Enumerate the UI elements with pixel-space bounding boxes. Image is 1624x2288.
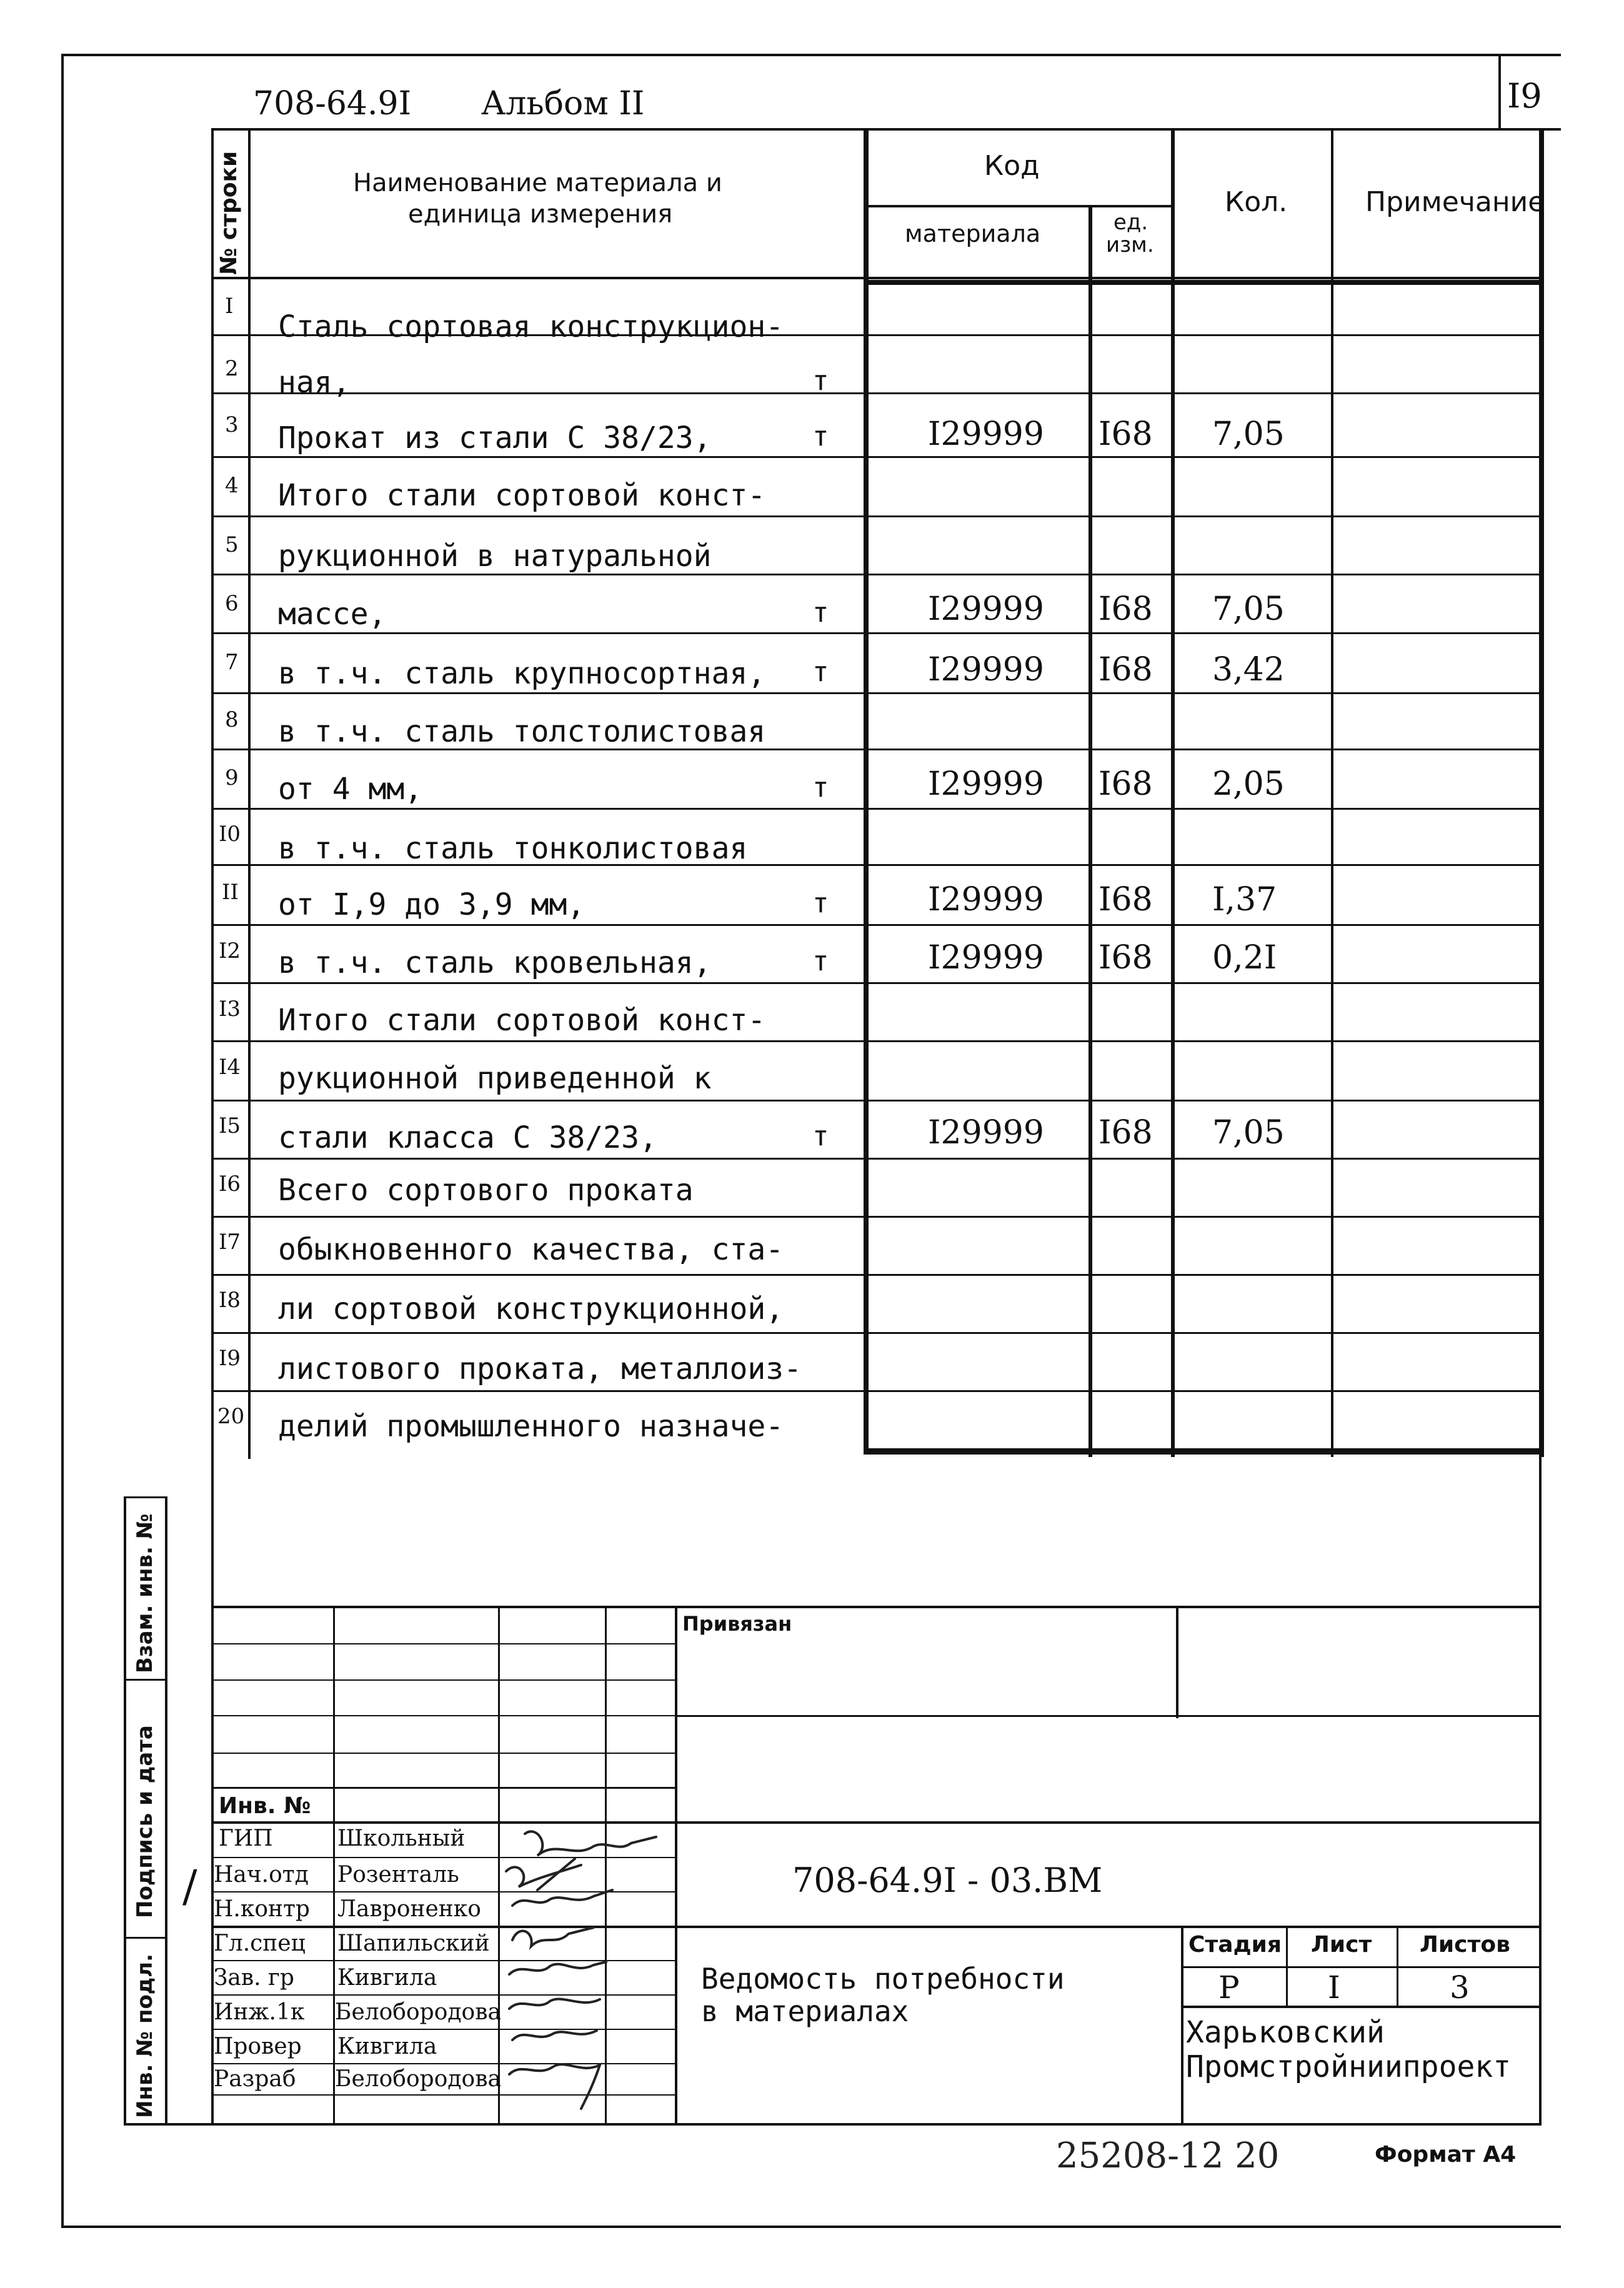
row-number: 2 bbox=[225, 356, 239, 381]
header-qty: Кол. bbox=[1225, 186, 1288, 218]
staff-role: Зав. гр bbox=[214, 1965, 294, 1991]
row-unit-code: I68 bbox=[1098, 651, 1153, 689]
row-material-name: обыкновенного качества, ста- bbox=[278, 1232, 784, 1267]
row-number: I4 bbox=[219, 1055, 241, 1080]
row-material-code: I29999 bbox=[928, 881, 1044, 918]
row-number: 6 bbox=[225, 591, 239, 616]
row-number: I7 bbox=[219, 1230, 241, 1255]
row-material-name: рукционной в натуральной bbox=[278, 539, 712, 574]
inv-no-label: Инв. № bbox=[219, 1793, 311, 1819]
stage-label: Стадия bbox=[1188, 1932, 1282, 1957]
row-material-name: в т.ч. сталь кровельная, bbox=[278, 945, 712, 980]
row-material-code: I29999 bbox=[928, 939, 1044, 977]
sheet-label: Лист bbox=[1311, 1932, 1372, 1957]
row-quantity: 2,05 bbox=[1212, 765, 1285, 803]
staff-role: ГИП bbox=[219, 1826, 273, 1851]
row-number: I3 bbox=[219, 997, 241, 1022]
row-material-name: Сталь сортовая конструкцион- bbox=[278, 309, 784, 344]
document-code: 708-64.9I bbox=[253, 85, 412, 122]
signature-zav-gr bbox=[509, 1962, 606, 1974]
signature-n-kontr bbox=[512, 1890, 612, 1906]
header-note: Примечание bbox=[1365, 186, 1545, 218]
row-unit: т bbox=[812, 656, 829, 688]
row-material-name: от 4 мм, bbox=[278, 772, 423, 807]
label-inv-podl: Инв. № подл. bbox=[132, 1953, 157, 2118]
staff-name: Кивгила bbox=[337, 2034, 437, 2059]
header-code-unit-2: изм. bbox=[1106, 232, 1154, 257]
signature-razrab bbox=[509, 2064, 600, 2109]
row-material-name: в т.ч. сталь толстолистовая bbox=[278, 714, 766, 749]
row-quantity: I,37 bbox=[1212, 881, 1277, 918]
row-number: I2 bbox=[219, 938, 241, 963]
row-material-name: Итого стали сортовой конст- bbox=[278, 1003, 766, 1038]
organization-line2: Промстройниипроект bbox=[1186, 2049, 1512, 2084]
staff-role: Инж.1к bbox=[214, 1999, 305, 2025]
staff-role: Разраб bbox=[214, 2066, 296, 2092]
row-number: II bbox=[222, 880, 239, 905]
signature-gip bbox=[525, 1831, 656, 1856]
row-material-code: I29999 bbox=[928, 651, 1044, 689]
row-unit: т bbox=[812, 1120, 829, 1152]
format-label: Формат А4 bbox=[1375, 2142, 1517, 2167]
row-number: I6 bbox=[219, 1171, 241, 1196]
row-material-code: I29999 bbox=[928, 765, 1044, 803]
header-code-unit-1: ед. bbox=[1113, 210, 1148, 235]
document-designation: 708-64.9I - 03.ВМ bbox=[792, 1861, 1103, 1900]
row-unit: т bbox=[812, 420, 829, 452]
row-number: 4 bbox=[225, 473, 239, 498]
row-unit: т bbox=[812, 597, 829, 629]
album-label: Альбом II bbox=[481, 85, 645, 122]
row-quantity: 7,05 bbox=[1212, 590, 1285, 628]
signature-gl-spec bbox=[512, 1927, 594, 1946]
header-row-number: № строки bbox=[216, 151, 242, 275]
sheets-value: 3 bbox=[1450, 1969, 1470, 2006]
frame-left bbox=[61, 54, 64, 2228]
header-name-line2: единица измерения bbox=[408, 200, 673, 229]
staff-name: Кивгила bbox=[337, 1965, 437, 1991]
frame-top bbox=[61, 54, 1561, 56]
signature-inzh bbox=[509, 1999, 600, 2009]
header-code-material: материала bbox=[905, 220, 1041, 247]
row-quantity: 7,05 bbox=[1212, 415, 1285, 453]
row-unit-code: I68 bbox=[1098, 1114, 1153, 1151]
row-unit: т bbox=[812, 772, 829, 803]
row-material-name: стали класса С 38/23, bbox=[278, 1120, 657, 1155]
row-number: 8 bbox=[225, 707, 239, 732]
privyazan-label: Привязан bbox=[682, 1612, 792, 1636]
row-quantity: 7,05 bbox=[1212, 1114, 1285, 1151]
row-unit: т bbox=[812, 945, 829, 977]
row-material-code: I29999 bbox=[928, 1114, 1044, 1151]
page-number: I9 bbox=[1507, 76, 1542, 116]
header-code: Код bbox=[984, 150, 1040, 182]
row-unit-code: I68 bbox=[1098, 415, 1153, 453]
row-unit-code: I68 bbox=[1098, 590, 1153, 628]
header-name-line1: Наименование материала и bbox=[353, 169, 722, 197]
row-number: 7 bbox=[225, 650, 239, 675]
staff-name: Шапильский bbox=[337, 1931, 490, 1956]
row-material-name: ная, bbox=[278, 365, 351, 400]
row-material-name: делий промышленного назначе- bbox=[278, 1409, 784, 1444]
margin-mark: / bbox=[182, 1861, 197, 1912]
row-material-name: Всего сортового проката bbox=[278, 1173, 694, 1208]
signature-prover bbox=[512, 2031, 597, 2040]
row-material-name: в т.ч. сталь тонколистовая bbox=[278, 831, 748, 866]
document-title-line1: Ведомость потребности bbox=[701, 1962, 1065, 1996]
row-number: I9 bbox=[219, 1346, 241, 1371]
row-number: I0 bbox=[219, 822, 241, 847]
signature-scribbles bbox=[500, 1821, 675, 2124]
row-material-name: Прокат из стали С 38/23, bbox=[278, 420, 712, 455]
staff-role: Н.контр bbox=[214, 1896, 310, 1922]
row-number: 20 bbox=[217, 1404, 245, 1429]
signature-stroke bbox=[537, 1859, 575, 1890]
handwritten-number: 25208-12 20 bbox=[1056, 2136, 1280, 2176]
staff-role: Нач.отд bbox=[214, 1862, 309, 1888]
row-material-name: массе, bbox=[278, 597, 387, 632]
staff-name: Белобородова bbox=[335, 1999, 501, 2025]
row-unit-code: I68 bbox=[1098, 939, 1153, 977]
sheet-value: I bbox=[1328, 1969, 1340, 2006]
staff-role: Гл.спец bbox=[214, 1931, 306, 1956]
row-quantity: 3,42 bbox=[1212, 651, 1285, 689]
row-material-name: в т.ч. сталь крупносортная, bbox=[278, 656, 766, 691]
row-material-code: I29999 bbox=[928, 590, 1044, 628]
row-unit-code: I68 bbox=[1098, 765, 1153, 803]
staff-name: Розенталь bbox=[337, 1862, 459, 1888]
row-number: I5 bbox=[219, 1113, 241, 1138]
row-unit: т bbox=[812, 887, 829, 919]
label-podpis-data: Подпись и дата bbox=[132, 1725, 157, 1918]
row-quantity: 0,2I bbox=[1212, 939, 1277, 977]
staff-name: Лавроненко bbox=[337, 1896, 481, 1922]
staff-name: Школьный bbox=[337, 1826, 466, 1851]
sheets-label: Листов bbox=[1420, 1932, 1510, 1957]
row-number: 9 bbox=[225, 765, 239, 790]
row-material-name: листового проката, металлоиз- bbox=[278, 1351, 802, 1386]
stage-value: Р bbox=[1218, 1969, 1240, 2006]
row-unit-code: I68 bbox=[1098, 881, 1153, 918]
row-unit: т bbox=[812, 365, 829, 397]
row-number: I8 bbox=[219, 1288, 241, 1313]
row-material-name: Итого стали сортовой конст- bbox=[278, 478, 766, 513]
row-number: 5 bbox=[225, 532, 239, 557]
row-material-code: I29999 bbox=[928, 415, 1044, 453]
staff-role: Провер bbox=[214, 2034, 302, 2059]
row-material-name: ли сортовой конструкционной, bbox=[278, 1291, 784, 1326]
document-title-line2: в материалах bbox=[701, 1994, 909, 2028]
organization-line1: Харьковский bbox=[1186, 2015, 1385, 2050]
row-material-name: от I,9 до 3,9 мм, bbox=[278, 887, 585, 922]
staff-name: Белобородова bbox=[335, 2066, 501, 2092]
frame-bottom bbox=[61, 2226, 1561, 2228]
row-number: I bbox=[225, 294, 234, 319]
label-vzam-inv: Взам. инв. № bbox=[132, 1513, 157, 1673]
row-number: 3 bbox=[225, 412, 239, 437]
row-material-name: рукционной приведенной к bbox=[278, 1061, 712, 1096]
